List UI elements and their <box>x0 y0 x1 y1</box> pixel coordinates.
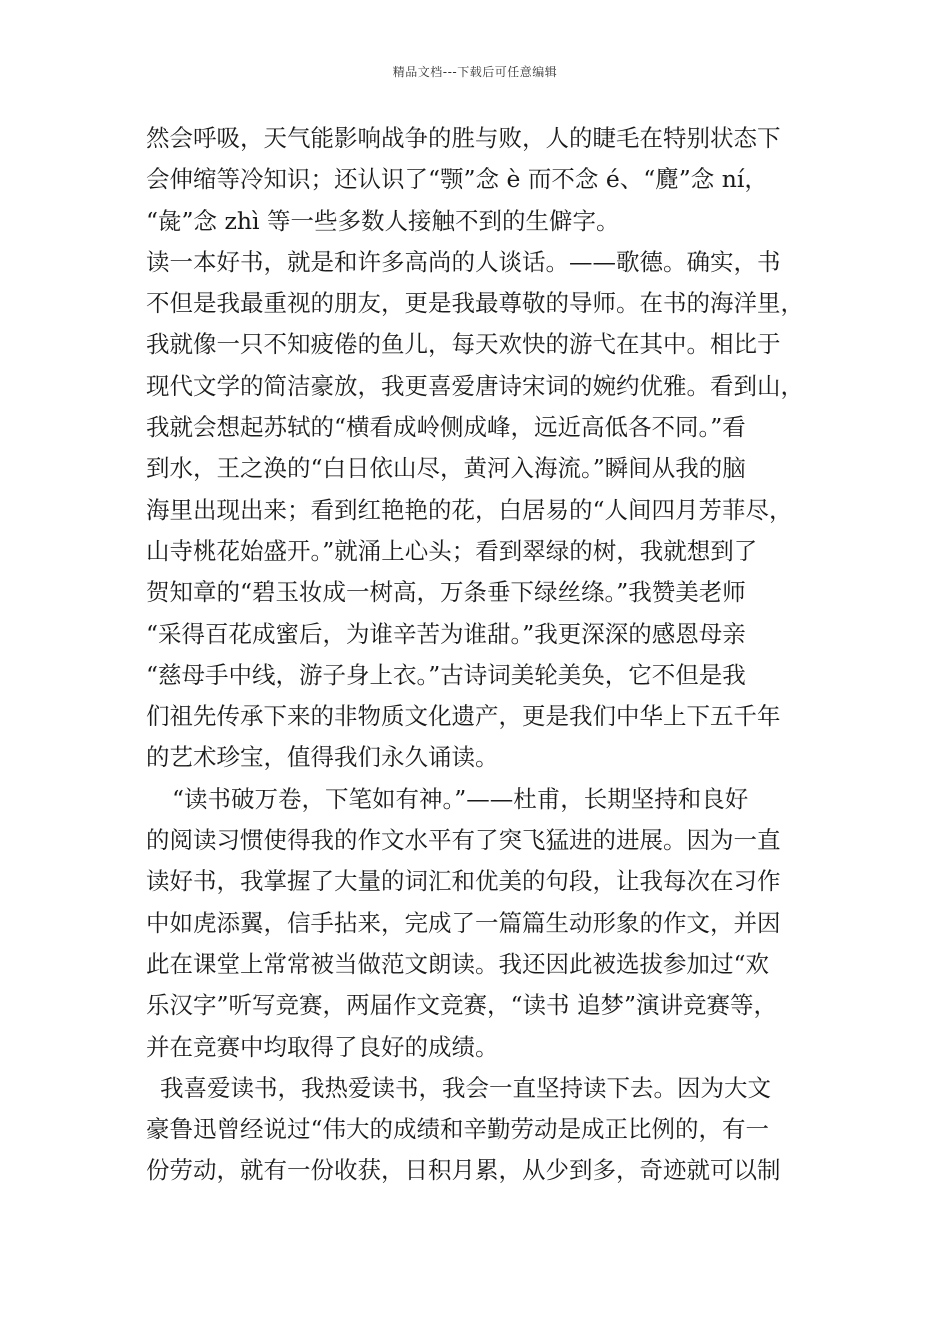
text-line: 的阅读习惯使得我的作文水平有了突飞猛进的进展。因为一直 <box>146 826 781 855</box>
text-line: 现代文学的简洁豪放，我更喜爱唐诗宋词的婉约优雅。看到山， <box>146 371 804 400</box>
text-line: 份劳动，就有一份收获，日积月累，从少到多，奇迹就可以制 <box>146 1156 781 1185</box>
text-line: 豪鲁迅曾经说过“伟大的成绩和辛勤劳动是成正比例的，有一 <box>146 1115 770 1144</box>
text-line: “慈母手中线，游子身上衣。”古诗词美轮美奂，它不但是我 <box>146 660 746 689</box>
text-line: 并在竞赛中均取得了良好的成绩。 <box>146 1032 499 1061</box>
text-line: 到水，王之涣的“白日依山尽，黄河入海流。”瞬间从我的脑 <box>146 454 746 483</box>
document-body <box>146 118 826 1192</box>
text-line: “彘”念 zhì 等一些多数人接触不到的生僻字。 <box>146 206 620 235</box>
text-line: 我就会想起苏轼的“横看成岭侧成峰，远近高低各不同。”看 <box>146 413 746 442</box>
text-line: 读一本好书，就是和许多高尚的人谈话。——歌德。确实，书 <box>146 247 781 276</box>
text-line: 海里出现出来；看到红艳艳的花，白居易的“人间四月芳菲尽， <box>146 495 793 524</box>
text-line: “采得百花成蜜后，为谁辛苦为谁甜。”我更深深的感恩母亲 <box>146 619 746 648</box>
text-line: 然会呼吸，天气能影响战争的胜与败，人的睫毛在特别状态下 <box>146 124 781 152</box>
text-line: 此在课堂上常常被当做范文朗读。我还因此被选拔参加过“欢 <box>146 949 770 978</box>
text-line: 我就像一只不知疲倦的鱼儿，每天欢快的游弋在其中。相比于 <box>146 330 781 359</box>
text-line: 会伸缩等冷知识；还认识了“颚”念 è 而不念 é、“麑”念 ní， <box>146 165 768 194</box>
text-line: 乐汉字”听写竞赛，两届作文竞赛，“读书 追梦”演讲竞赛等， <box>146 991 778 1020</box>
text-line: “读书破万卷，下笔如有神。”——杜甫，长期坚持和良好 <box>172 784 749 813</box>
text-line: 山寺桃花始盛开。”就涌上心头；看到翠绿的树，我就想到了 <box>146 536 758 565</box>
text-line: 我喜爱读书，我热爱读书，我会一直坚持读下去。因为大文 <box>160 1073 771 1102</box>
text-line: 不但是我最重视的朋友，更是我最尊敬的导师。在书的海洋里， <box>146 289 804 318</box>
text-line: 中如虎添翼，信手拈来，完成了一篇篇生动形象的作文，并因 <box>146 908 781 937</box>
text-line: 的艺术珍宝，值得我们永久诵读。 <box>146 743 499 772</box>
text-line: 们祖先传承下来的非物质文化遗产，更是我们中华上下五千年 <box>146 702 781 731</box>
page-header: 精品文档---下载后可任意编辑 <box>392 65 558 79</box>
text-line: 读好书，我掌握了大量的词汇和优美的句段，让我每次在习作 <box>146 867 781 896</box>
text-line: 贺知章的“碧玉妆成一树高，万条垂下绿丝绦。”我赞美老师 <box>146 578 746 607</box>
